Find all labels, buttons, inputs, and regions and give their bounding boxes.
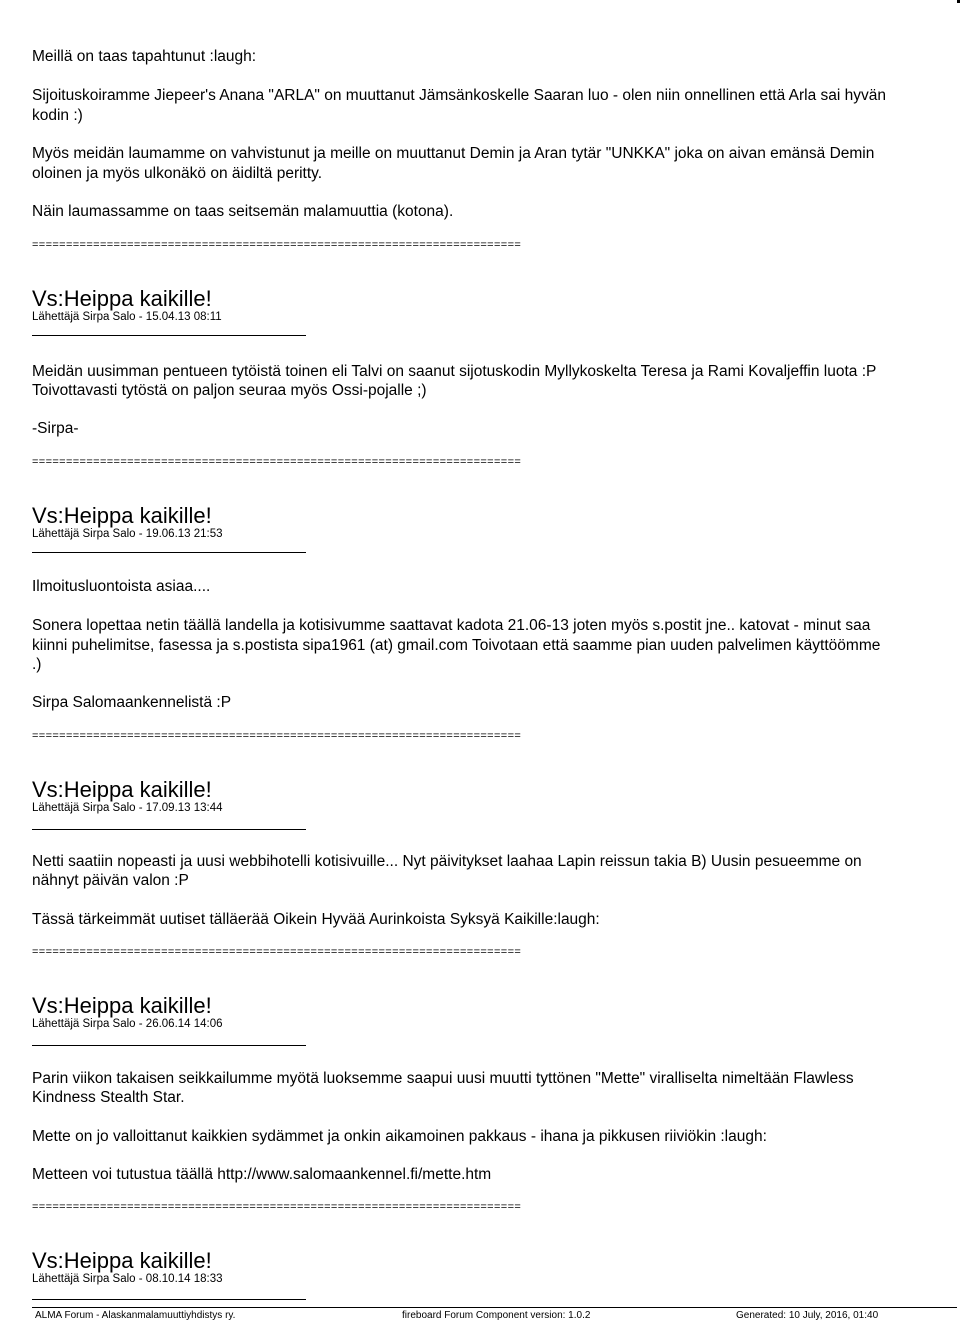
separator: ========================================================================: [32, 730, 522, 742]
post-rule: [32, 335, 306, 336]
post-line: Metteen voi tutustua täällä http://www.salomaankennel.fi/mette.htm: [32, 1166, 492, 1183]
post-title: Vs:Heippa kaikille!: [32, 503, 212, 528]
post-line: Sonera lopettaa netin täällä landella ja kotisivumme saattavat kadota 21.06-13 joten myös s.postit jne.. katovat - minut saa: [32, 617, 871, 634]
post-line: Tässä tärkeimmät uutiset tälläerää Oikein Hyvää Aurinkoista Syksyä Kaikille:laugh:: [32, 911, 600, 928]
separator: ========================================================================: [32, 1201, 522, 1213]
post-title: Vs:Heippa kaikille!: [32, 286, 212, 311]
post-title: Vs:Heippa kaikille!: [32, 777, 212, 802]
intro-paragraph-2-line-2: kodin :): [32, 107, 83, 124]
separator: ========================================================================: [32, 239, 522, 251]
post-line: Ilmoitusluontoista asiaa....: [32, 578, 211, 595]
post-meta: Lähettäjä Sirpa Salo - 17.09.13 13:44: [32, 802, 223, 814]
post-rule: [32, 1299, 306, 1300]
intro-paragraph-3-line-1: Myös meidän laumamme on vahvistunut ja meille on muuttanut Demin ja Aran tytär "UNKKA" joka on aivan emänsä Demin: [32, 145, 875, 162]
post-meta: Lähettäjä Sirpa Salo - 19.06.13 21:53: [32, 528, 223, 540]
post-title: Vs:Heippa kaikille!: [32, 993, 212, 1018]
post-line: kiinni puhelimitse, fasessa ja s.postista sipa1961 (at) gmail.com Toivotaan että saamme pian uuden palvelimen käyttöömme: [32, 637, 881, 654]
post-line: Mette on jo valloittanut kaikkien sydämmet ja onkin aikamoinen pakkaus - ihana ja pikkusen riiviökin :laugh:: [32, 1128, 767, 1145]
footer-generated-date: Generated: 10 July, 2016, 01:40: [736, 1310, 879, 1321]
footer-component-version: fireboard Forum Component version: 1.0.2: [402, 1310, 591, 1321]
post-meta: Lähettäjä Sirpa Salo - 26.06.14 14:06: [32, 1018, 223, 1030]
post-meta: Lähettäjä Sirpa Salo - 08.10.14 18:33: [32, 1273, 223, 1285]
post-line: Kindness Stealth Star.: [32, 1089, 185, 1106]
post-rule: [32, 829, 306, 830]
post-rule: [32, 1045, 306, 1046]
post-line: nähnyt päivän valon :P: [32, 872, 189, 889]
post-rule: [32, 552, 306, 553]
intro-paragraph-1: Meillä on taas tapahtunut :laugh:: [32, 48, 257, 65]
post-title: Vs:Heippa kaikille!: [32, 1248, 212, 1273]
post-line: -Sirpa-: [32, 420, 79, 437]
post-line: Meidän uusimman pentueen tytöistä toinen eli Talvi on saanut sijotuskodin Myllykoskelta Teresa ja Rami Kovaljeffin luota :P: [32, 363, 877, 380]
footer-rule: [32, 1307, 957, 1308]
separator: ========================================================================: [32, 456, 522, 468]
intro-paragraph-4: Näin laumassamme on taas seitsemän malamuuttia (kotona).: [32, 203, 454, 220]
separator: ========================================================================: [32, 946, 522, 958]
footer-site-name: ALMA Forum - Alaskanmalamuuttiyhdistys ry.: [35, 1310, 236, 1321]
post-line: Parin viikon takaisen seikkailumme myötä luoksemme saapui uusi muutti tyttönen "Mette" viralliselta nimeltään Flawless: [32, 1070, 854, 1087]
post-line: .): [32, 656, 42, 673]
post-meta: Lähettäjä Sirpa Salo - 15.04.13 08:11: [32, 311, 222, 323]
post-line: Toivottavasti tytöstä on paljon seuraa myös Ossi-pojalle ;): [32, 382, 427, 399]
intro-paragraph-2-line-1: Sijoituskoiramme Jiepeer's Anana "ARLA" on muuttanut Jämsänkoskelle Saaran luo - olen niin onnellinen että Arla sai hyvän: [32, 87, 887, 104]
post-line: Netti saatiin nopeasti ja uusi webbihotelli kotisivuille... Nyt päivitykset laahaa Lapin reissun takia B) Uusin pesueemme on: [32, 853, 862, 870]
intro-paragraph-3-line-2: oloinen ja myös ulkonäkö on äidiltä peritty.: [32, 165, 323, 182]
post-line: Sirpa Salomaankennelistä :P: [32, 694, 232, 711]
